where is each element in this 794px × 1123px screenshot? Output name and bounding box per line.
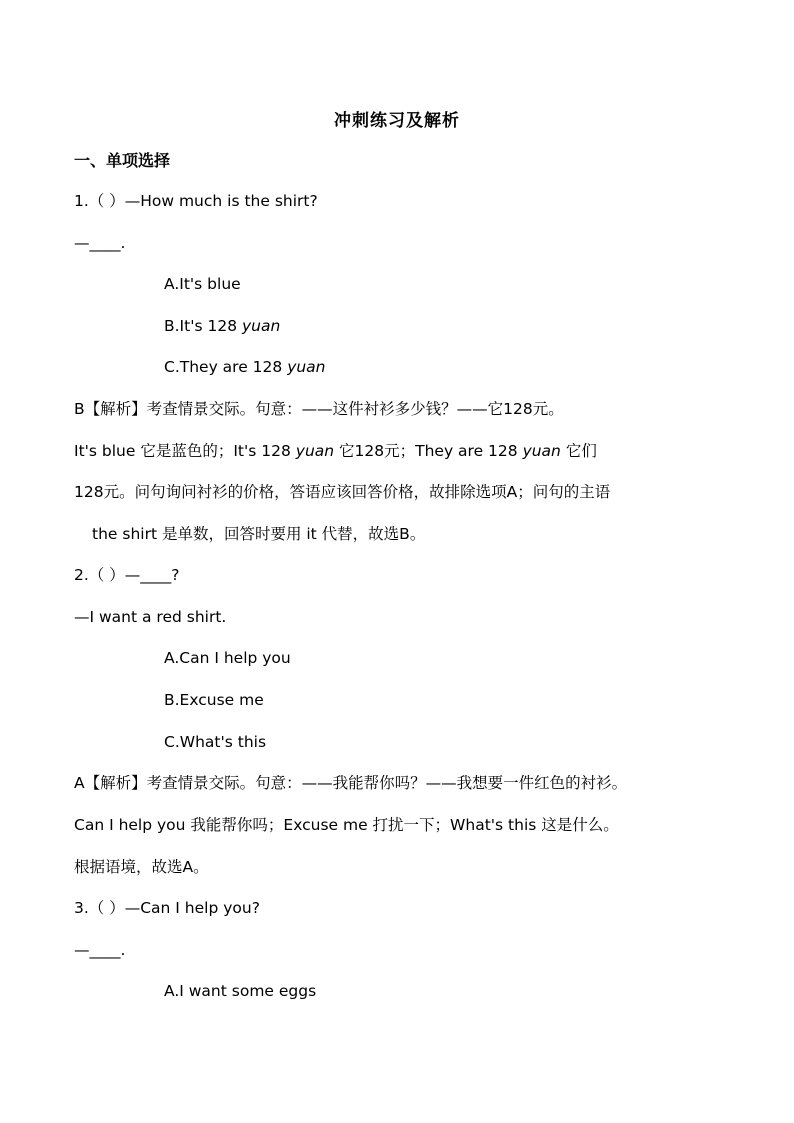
question-1-analysis-line-1: B【解析】考查情景交际。句意：——这件衬衫多少钱？——它128元。 bbox=[74, 400, 564, 418]
section-heading: 一、单项选择 bbox=[74, 151, 171, 170]
question-1-option-a: A.It's blue bbox=[164, 275, 241, 293]
analysis-text: It's blue 它是蓝色的；It's 128 bbox=[74, 442, 296, 460]
question-2-reply: —I want a red shirt. bbox=[74, 608, 227, 626]
question-2-option-b: B.Excuse me bbox=[164, 691, 264, 709]
question-1-option-b bbox=[164, 315, 280, 337]
question-2-analysis-line-2: Can I help you 我能帮你吗；Excuse me 打扰一下；What's this 这是什么。 bbox=[74, 816, 619, 834]
question-1-analysis-line-2 bbox=[74, 440, 597, 462]
analysis-unit: yuan bbox=[522, 442, 561, 460]
option-b-unit: yuan bbox=[241, 317, 281, 335]
question-3-reply: —____. bbox=[74, 941, 126, 959]
question-2-analysis-line-3: 根据语境，故选A。 bbox=[74, 858, 209, 876]
page-title: 冲刺练习及解析 bbox=[334, 111, 460, 131]
question-3-option-a: A.I want some eggs bbox=[164, 982, 317, 1000]
question-3-stem: 3.（ ）—Can I help you? bbox=[74, 899, 260, 917]
option-b-text: B.It's 128 bbox=[164, 317, 242, 335]
analysis-text: 它们 bbox=[560, 442, 597, 460]
question-1-option-c bbox=[164, 356, 326, 378]
question-2-option-c: C.What's this bbox=[164, 733, 267, 751]
question-2-stem: 2.（ ）—____? bbox=[74, 566, 180, 584]
question-2-option-a: A.Can I help you bbox=[164, 649, 291, 667]
question-1-reply: —____. bbox=[74, 234, 126, 252]
question-1-analysis-line-4: the shirt 是单数，回答时要用 it 代替，故选B。 bbox=[92, 525, 426, 543]
analysis-unit: yuan bbox=[295, 442, 335, 460]
question-1-analysis-line-3: 128元。问句询问衬衫的价格，答语应该回答价格，故排除选项A；问句的主语 bbox=[74, 483, 611, 501]
question-2-analysis-line-1: A【解析】考查情景交际。句意：——我能帮你吗？——我想要一件红色的衬衫。 bbox=[74, 774, 628, 792]
question-1-stem: 1.（ ）—How much is the shirt? bbox=[74, 192, 318, 210]
option-c-unit: yuan bbox=[287, 358, 326, 376]
analysis-text: 它128元；They are 128 bbox=[334, 442, 523, 460]
option-c-text: C.They are 128 bbox=[164, 358, 288, 376]
